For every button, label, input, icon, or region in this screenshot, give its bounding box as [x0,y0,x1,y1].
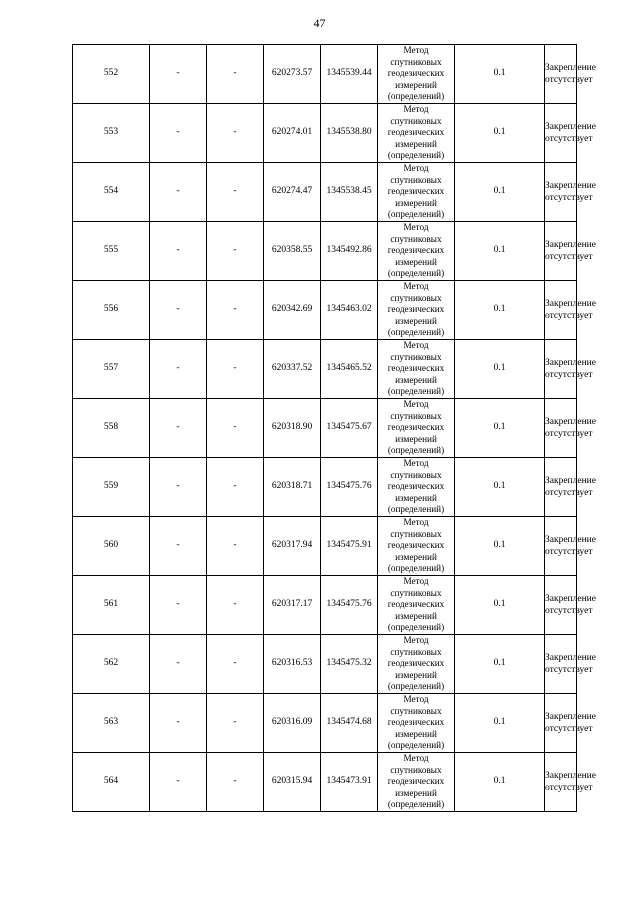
fixing-description-cell: Закрепление отсутствует [545,517,577,576]
dash-cell: - [207,163,264,222]
y-coordinate-cell: 1345463.02 [321,281,378,340]
method-cell: Метод спутниковых геодезических измерений (определений) [378,635,455,694]
x-coordinate-cell: 620358.55 [264,222,321,281]
x-coordinate-cell: 620274.47 [264,163,321,222]
dash-cell: - [150,281,207,340]
dash-cell: - [150,222,207,281]
fixing-description-cell: Закрепление отсутствует [545,222,577,281]
dash-cell: - [207,576,264,635]
point-number-cell: 553 [73,104,150,163]
point-number-cell: 559 [73,458,150,517]
x-coordinate-cell: 620318.71 [264,458,321,517]
dash-cell: - [150,635,207,694]
y-coordinate-cell: 1345538.80 [321,104,378,163]
x-coordinate-cell: 620342.69 [264,281,321,340]
accuracy-cell: 0.1 [455,222,545,281]
y-coordinate-cell: 1345492.86 [321,222,378,281]
y-coordinate-cell: 1345539.44 [321,45,378,104]
dash-cell: - [150,753,207,812]
accuracy-cell: 0.1 [455,635,545,694]
x-coordinate-cell: 620315.94 [264,753,321,812]
point-number-cell: 560 [73,517,150,576]
x-coordinate-cell: 620317.17 [264,576,321,635]
table-row [73,222,577,281]
method-cell: Метод спутниковых геодезических измерений (определений) [378,576,455,635]
dash-cell: - [150,576,207,635]
fixing-description-cell: Закрепление отсутствует [545,635,577,694]
table-row [73,281,577,340]
method-cell: Метод спутниковых геодезических измерений (определений) [378,753,455,812]
dash-cell: - [150,163,207,222]
fixing-description-cell: Закрепление отсутствует [545,399,577,458]
table-row [73,576,577,635]
y-coordinate-cell: 1345475.76 [321,576,378,635]
point-number-cell: 556 [73,281,150,340]
method-cell: Метод спутниковых геодезических измерений (определений) [378,399,455,458]
accuracy-cell: 0.1 [455,576,545,635]
x-coordinate-cell: 620316.09 [264,694,321,753]
dash-cell: - [150,340,207,399]
table-row [73,517,577,576]
accuracy-cell: 0.1 [455,281,545,340]
table-row [73,340,577,399]
method-cell: Метод спутниковых геодезических измерений (определений) [378,45,455,104]
table-row [73,635,577,694]
method-cell: Метод спутниковых геодезических измерений (определений) [378,340,455,399]
method-cell: Метод спутниковых геодезических измерений (определений) [378,517,455,576]
dash-cell: - [150,399,207,458]
accuracy-cell: 0.1 [455,163,545,222]
fixing-description-cell: Закрепление отсутствует [545,45,577,104]
method-cell: Метод спутниковых геодезических измерений (определений) [378,694,455,753]
accuracy-cell: 0.1 [455,753,545,812]
y-coordinate-cell: 1345538.45 [321,163,378,222]
fixing-description-cell: Закрепление отсутствует [545,104,577,163]
fixing-description-cell: Закрепление отсутствует [545,694,577,753]
x-coordinate-cell: 620318.90 [264,399,321,458]
accuracy-cell: 0.1 [455,399,545,458]
fixing-description-cell: Закрепление отсутствует [545,340,577,399]
accuracy-cell: 0.1 [455,340,545,399]
dash-cell: - [207,517,264,576]
accuracy-cell: 0.1 [455,458,545,517]
table-row [73,163,577,222]
y-coordinate-cell: 1345465.52 [321,340,378,399]
point-number-cell: 558 [73,399,150,458]
table-row [73,399,577,458]
x-coordinate-cell: 620274.01 [264,104,321,163]
method-cell: Метод спутниковых геодезических измерений (определений) [378,222,455,281]
y-coordinate-cell: 1345474.68 [321,694,378,753]
table-row [73,45,577,104]
dash-cell: - [207,694,264,753]
method-cell: Метод спутниковых геодезических измерений (определений) [378,458,455,517]
fixing-description-cell: Закрепление отсутствует [545,576,577,635]
y-coordinate-cell: 1345475.32 [321,635,378,694]
x-coordinate-cell: 620316.53 [264,635,321,694]
method-cell: Метод спутниковых геодезических измерений (определений) [378,281,455,340]
table-row [73,458,577,517]
dash-cell: - [207,753,264,812]
point-number-cell: 552 [73,45,150,104]
point-number-cell: 563 [73,694,150,753]
table-row [73,753,577,812]
method-cell: Метод спутниковых геодезических измерений (определений) [378,163,455,222]
dash-cell: - [207,281,264,340]
fixing-description-cell: Закрепление отсутствует [545,753,577,812]
y-coordinate-cell: 1345475.76 [321,458,378,517]
dash-cell: - [207,45,264,104]
dash-cell: - [207,340,264,399]
point-number-cell: 557 [73,340,150,399]
dash-cell: - [207,104,264,163]
y-coordinate-cell: 1345473.91 [321,753,378,812]
dash-cell: - [207,458,264,517]
dash-cell: - [150,45,207,104]
table-body [73,45,596,812]
accuracy-cell: 0.1 [455,517,545,576]
dash-cell: - [150,104,207,163]
table-row [73,104,577,163]
accuracy-cell: 0.1 [455,104,545,163]
x-coordinate-cell: 620273.57 [264,45,321,104]
point-number-cell: 554 [73,163,150,222]
x-coordinate-cell: 620337.52 [264,340,321,399]
dash-cell: - [207,399,264,458]
point-number-cell: 555 [73,222,150,281]
y-coordinate-cell: 1345475.67 [321,399,378,458]
fixing-description-cell: Закрепление отсутствует [545,163,577,222]
dash-cell: - [150,517,207,576]
dash-cell: - [207,635,264,694]
coordinates-table [72,44,596,812]
point-number-cell: 562 [73,635,150,694]
point-number-cell: 564 [73,753,150,812]
y-coordinate-cell: 1345475.91 [321,517,378,576]
table-row [73,694,577,753]
fixing-description-cell: Закрепление отсутствует [545,281,577,340]
dash-cell: - [207,222,264,281]
point-number-cell: 561 [73,576,150,635]
fixing-description-cell: Закрепление отсутствует [545,458,577,517]
dash-cell: - [150,694,207,753]
page-number: 47 [313,16,326,30]
accuracy-cell: 0.1 [455,694,545,753]
method-cell: Метод спутниковых геодезических измерений (определений) [378,104,455,163]
dash-cell: - [150,458,207,517]
x-coordinate-cell: 620317.94 [264,517,321,576]
accuracy-cell: 0.1 [455,45,545,104]
